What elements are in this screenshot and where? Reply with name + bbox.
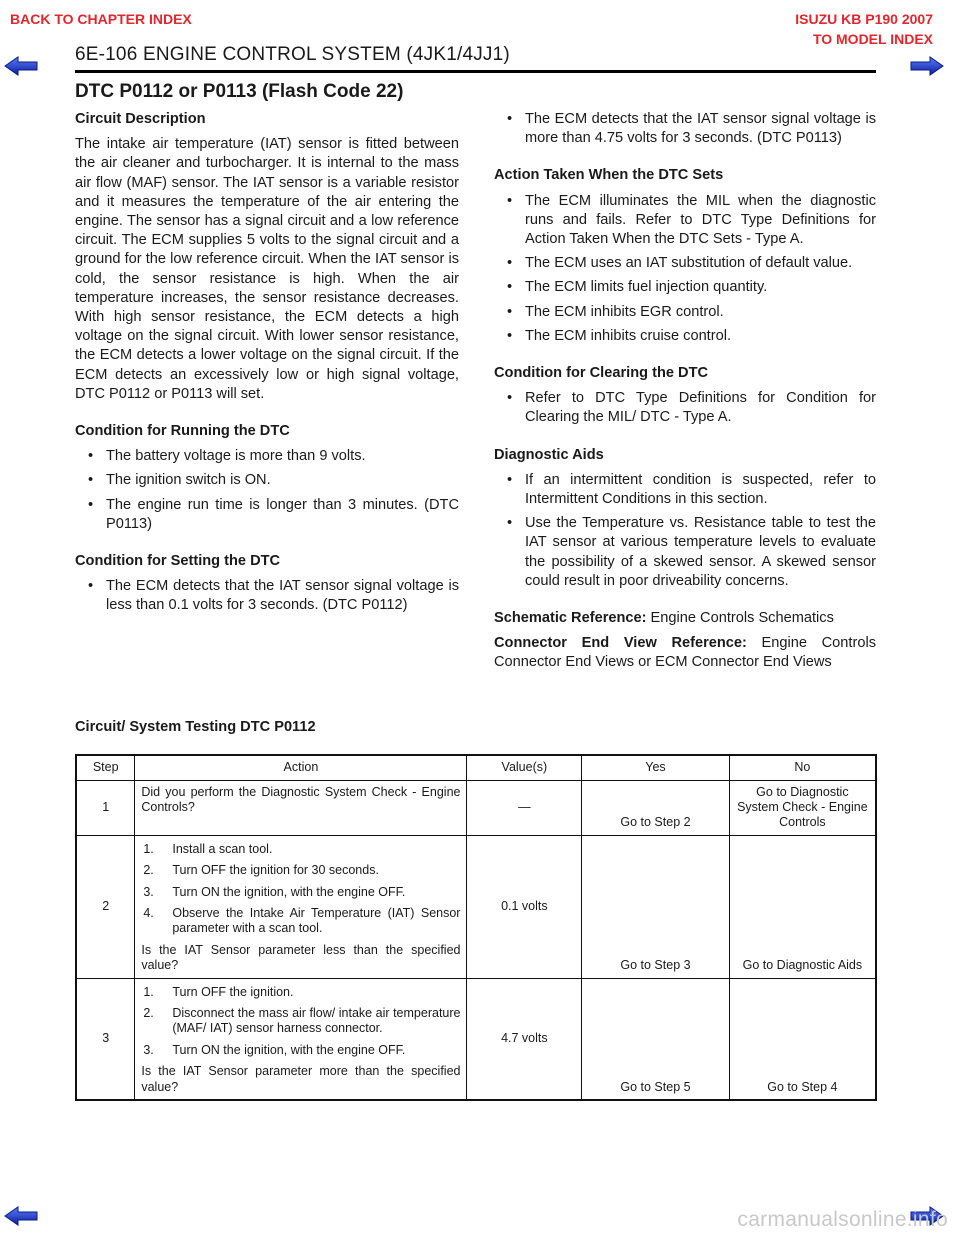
list-item: • The ECM limits fuel injection quantity. xyxy=(494,278,876,297)
column-header-action: Action xyxy=(135,755,467,780)
previous-page-arrow-icon[interactable] xyxy=(4,1206,38,1226)
section-title: DTC P0112 or P0113 (Flash Code 22) xyxy=(75,81,404,102)
previous-page-arrow-icon[interactable] xyxy=(4,56,38,76)
step-no: Go to Diagnostic System Check - Engine Controls xyxy=(729,780,876,835)
schematic-reference-label: Schematic Reference: xyxy=(494,610,647,627)
step-action xyxy=(135,780,467,835)
circuit-description-heading: Circuit Description xyxy=(75,111,206,127)
condition-setting-continued xyxy=(494,110,876,148)
substep-text: Disconnect the mass air flow/ intake air temperature (MAF/ IAT) sensor harness connector. xyxy=(172,1005,461,1036)
substep: 2. Disconnect the mass air flow/ intake air temperature (MAF/ IAT) sensor harness connector. xyxy=(143,1005,461,1036)
substep-text: Turn ON the ignition, with the engine OFF. xyxy=(172,884,406,899)
step-action xyxy=(135,835,467,978)
list-item: • The ECM inhibits EGR control. xyxy=(494,303,876,322)
circuit-testing-table xyxy=(75,754,877,1101)
condition-setting-heading: Condition for Setting the DTC xyxy=(75,553,281,570)
substep-text: Turn OFF the ignition. xyxy=(172,984,294,999)
list-item: • The ignition switch is ON. xyxy=(75,471,459,490)
substep-text: Observe the Intake Air Temperature (IAT) Sensor parameter with a scan tool. xyxy=(172,905,461,936)
step-number: 2 xyxy=(76,835,135,978)
circuit-description-text: The intake air temperature (IAT) sensor is fitted between the air cleaner and turbocharger. It is internal to the mass air flow (MAF) sensor. The IAT sensor is a variable resistor and it measures the temperature of the air entering the engine. The sensor has a signal circuit and a low reference circuit. The ECM supplies 5 volts to the signal circuit and a ground for the low reference circuit. When the IAT sensor is cold, the sensor resistance is high. When the air temperature increases, the sensor resistance decreases. With high sensor resistance, the ECM detects a high voltage on the signal circuit. With lower sensor resistance, the ECM detects a lower voltage on the signal circuit. If the ECM detects an excessively low or high signal voltage, DTC P0112 or P0113 will set. xyxy=(75,136,459,402)
list-item: • Refer to DTC Type Definitions for Condition for Clearing the MIL/ DTC - Type A. xyxy=(494,389,876,427)
next-page-arrow-icon[interactable] xyxy=(910,56,944,76)
substep: 2. Turn OFF the ignition for 30 seconds. xyxy=(143,863,379,878)
page-header: 6E-106 ENGINE CONTROL SYSTEM (4JK1/4JJ1) xyxy=(75,44,510,65)
action-taken-heading: Action Taken When the DTC Sets xyxy=(494,167,724,184)
substep-text: Turn OFF the ignition for 30 seconds. xyxy=(172,863,379,878)
step-number: 1 xyxy=(76,780,135,835)
step-value: — xyxy=(467,780,582,835)
header-rule xyxy=(75,70,876,73)
step-yes: Go to Step 3 xyxy=(582,835,730,978)
step-yes: Go to Step 5 xyxy=(582,978,730,1100)
schematic-reference-value: Engine Controls Schematics xyxy=(646,610,834,627)
column-header-yes: Yes xyxy=(582,755,730,780)
column-header-values: Value(s) xyxy=(467,755,582,780)
connector-reference-value: Engine Controls Connector End Views or ECM Connector End Views xyxy=(494,635,876,671)
list-item: • If an intermittent condition is suspected, refer to Intermittent Conditions in this section. xyxy=(494,471,876,509)
step-yes: Go to Step 2 xyxy=(582,780,730,835)
to-model-index-link[interactable]: TO MODEL INDEX xyxy=(812,31,933,47)
circuit-description xyxy=(75,110,459,404)
connector-reference-label: Connector End View Reference: xyxy=(494,635,747,652)
step-value: 4.7 volts xyxy=(467,978,582,1100)
list-item: • The ECM detects that the IAT sensor signal voltage is more than 4.75 volts for 3 seconds. (DTC P0113) xyxy=(494,110,876,148)
step-no: Go to Step 4 xyxy=(729,978,876,1100)
table-row xyxy=(76,835,876,978)
step-question: Did you perform the Diagnostic System Check - Engine Controls? xyxy=(141,784,461,814)
condition-running-heading: Condition for Running the DTC xyxy=(75,423,290,440)
substep: 4. Observe the Intake Air Temperature (IAT) Sensor parameter with a scan tool. xyxy=(143,905,461,936)
table-row xyxy=(76,978,876,1100)
condition-running xyxy=(75,422,459,534)
step-number: 3 xyxy=(76,978,135,1100)
list-item: • The battery voltage is more than 9 volts. xyxy=(75,447,459,466)
step-question: Is the IAT Sensor parameter more than the specified value? xyxy=(141,1064,461,1094)
schematic-reference xyxy=(494,609,876,628)
connector-reference xyxy=(494,634,876,672)
step-no: Go to Diagnostic Aids xyxy=(729,835,876,978)
substep-text: Turn ON the ignition, with the engine OFF. xyxy=(172,1042,406,1057)
substep: 3. Turn ON the ignition, with the engine OFF. xyxy=(143,884,406,899)
substep: 1. Turn OFF the ignition. xyxy=(143,984,294,999)
condition-setting xyxy=(75,552,459,616)
condition-clearing-heading: Condition for Clearing the DTC xyxy=(494,365,709,382)
diagnostic-aids xyxy=(494,446,876,591)
step-question: Is the IAT Sensor parameter less than the specified value? xyxy=(141,942,461,973)
left-column xyxy=(75,110,459,634)
substep-text: Install a scan tool. xyxy=(172,841,273,856)
table-row xyxy=(76,780,876,835)
back-to-chapter-index-link[interactable]: BACK TO CHAPTER INDEX xyxy=(10,11,192,27)
table-title: Circuit/ System Testing DTC P0112 xyxy=(75,719,316,735)
step-value: 0.1 volts xyxy=(467,835,582,978)
list-item: • The engine run time is longer than 3 minutes. (DTC P0113) xyxy=(75,496,459,534)
column-header-step: Step xyxy=(76,755,135,780)
list-item: • Use the Temperature vs. Resistance table to test the IAT sensor at various temperature levels to evaluate the possibility of a skewed sensor. A skewed sensor could result in poor driveability concerns. xyxy=(494,514,876,591)
list-item: • The ECM uses an IAT substitution of default value. xyxy=(494,254,876,273)
substep: 3. Turn ON the ignition, with the engine OFF. xyxy=(143,1042,406,1057)
model-title: ISUZU KB P190 2007 xyxy=(795,11,933,27)
list-item: • The ECM inhibits cruise control. xyxy=(494,327,876,346)
step-action xyxy=(135,978,467,1100)
diagnostic-aids-heading: Diagnostic Aids xyxy=(494,446,604,463)
list-item: • The ECM illuminates the MIL when the diagnostic runs and fails. Refer to DTC Type Definitions for Action Taken When the DTC Sets - Type A. xyxy=(494,192,876,250)
action-taken xyxy=(494,166,876,346)
right-column xyxy=(494,110,876,679)
substep: 1. Install a scan tool. xyxy=(143,841,273,856)
table-header-row xyxy=(76,755,876,780)
list-item: • The ECM detects that the IAT sensor signal voltage is less than 0.1 volts for 3 seconds. (DTC P0112) xyxy=(75,577,459,615)
condition-clearing xyxy=(494,364,876,428)
watermark: carmanualsonline.info xyxy=(737,1208,948,1231)
column-header-no: No xyxy=(729,755,876,780)
